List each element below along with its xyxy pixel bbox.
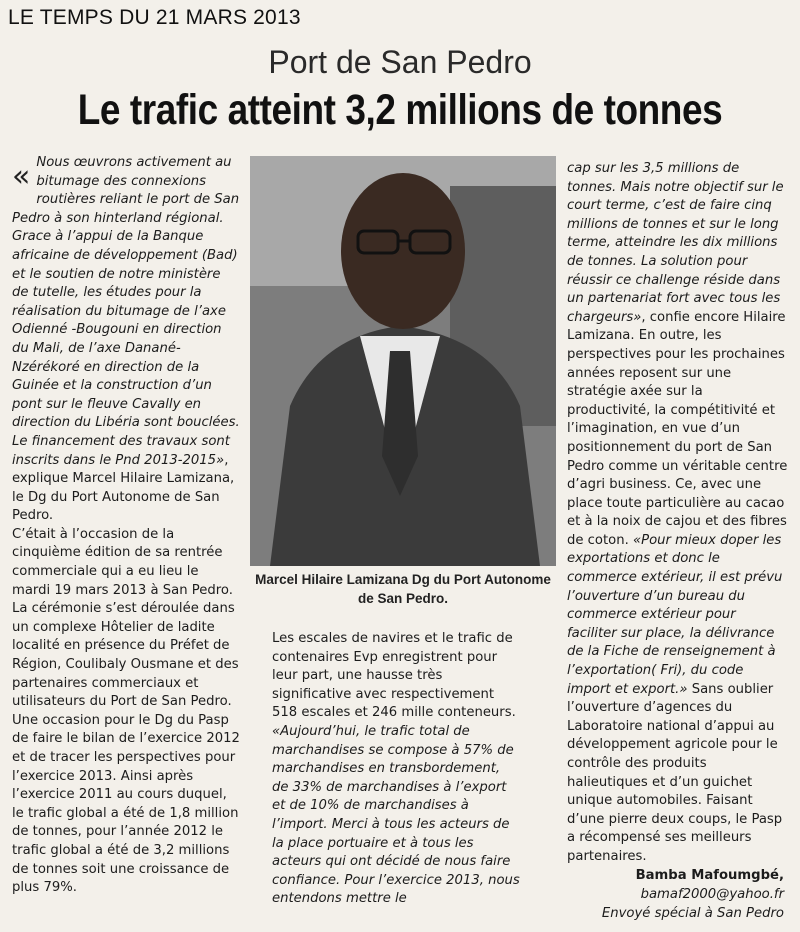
author-email: bamaf2000@yahoo.fr — [640, 887, 784, 902]
portrait-photo — [250, 156, 556, 566]
headline: Le trafic atteint 3,2 millions de tonnes — [77, 86, 723, 134]
kicker: Port de San Pedro — [268, 44, 532, 80]
article-column-2 — [272, 630, 520, 909]
quote-mark: « — [12, 159, 31, 194]
column-3-quote-2: «Pour mieux doper les exportations et donc le commerce extérieur, il est prévu l’ouverture d’un bureau du commerce extérieur pour faciliter sur place, la délivrance de la Fiche de renseignement à l’exportation( Fri), du code import et export.» — [567, 532, 783, 697]
intro-quote: Nous œuvrons activement au bitumage des connexions routières reliant le port de San Pedro à son hinterland régional. Grace à l’appui de la Banque africaine de développement (Bad) et le soutien de notre ministère de tutelle, les études pour la réalisation du bitumage de l’axe Odienné -Bougouni en direction du Mali, de l’axe Danané-Nzérékoré en direction de la Guinée et la construction d’un pont sur le fleuve Cavally en direction du Libéria sont bouclées. Le financement des travaux sont inscrits dans le Pnd 2013-2015» — [12, 155, 240, 468]
column-3-body-1: , confie encore Hilaire Lamizana. En outre, les perspectives pour les prochaines années reposent sur une stratégie axée sur la productivité, la compétitivité et l’imagination, en vue d’un positionnement du port de San Pedro comme un véritable centre d’agri business. Ce, avec une place toute particulière au cacao et à la noix de cajou et des fibres de coton. — [567, 309, 788, 548]
column-3-quote: cap sur les 3,5 millions de tonnes. Mais notre objectif sur le court terme, c’est de faire cinq millions de tonnes et sur le long terme, atteindre les dix millions de tonnes. La solution pour réussir ce challenge réside dans un partenariat fort avec tous les chargeurs» — [567, 161, 784, 325]
article-column-3 — [567, 160, 789, 867]
column-2-quote: «Aujourd’hui, le trafic total de marchandises se compose à 57% de marchandises en transbordement, de 33% de marchandises à l’export et de 10% de marchandises à l’import. Merci à tous les acteurs de la place portuaire et à tous les acteurs qui ont décidé de nous faire confiance. Pour l’exercice 2013, nous entendons mettre le — [272, 723, 520, 907]
column-2-body: Les escales de navires et le trafic de contenaires Evp enregistrent pour leur part, une hausse très significative avec respectivement 518 escales et 246 mille conteneurs. — [272, 631, 516, 721]
author-role: Envoyé spécial à San Pedro — [601, 906, 784, 921]
byline — [602, 866, 784, 923]
column-1-body: C’était à l’occasion de la cinquième édition de sa rentrée commerciale qui a eu lieu le mardi 19 mars 2013 à San Pedro. La cérémonie s’est déroulée dans un complexe Hôtelier de ladite localité en présence du Préfet de Région, Coulibaly Ousmane et des partenaires commerciaux et utilisateurs du Port de San Pedro. Une occasion pour le Dg du Pasp de faire le bilan de l’exercice 2012 et de tracer les perspectives pour l’exercice 2013. Ainsi après l’exercice 2011 au cours duquel, le trafic global a été de 1,8 million de tonnes, pour l’année 2012 le trafic global a été de 3,2 millions de tonnes soit une croissance de plus 79%. — [12, 526, 240, 896]
portrait-illustration — [250, 156, 556, 566]
masthead: LE TEMPS DU 21 MARS 2013 — [8, 6, 301, 29]
photo-caption: Marcel Hilaire Lamizana Dg du Port Autonome de San Pedro. — [255, 572, 551, 606]
article-column-1 — [12, 154, 240, 898]
column-3-body-2: Sans oublier l’ouverture d’agences du Laboratoire national d’appui au développement agricole pour le contrôle des produits halieutiques et d’un guichet unique automobiles. Faisant d’une pierre deux coups, le Pasp a récompensé ses meilleurs partenaires. — [567, 681, 783, 864]
author-name: Bamba Mafoumgbé, — [635, 868, 784, 883]
intro-attribution: , explique Marcel Hilaire Lamizana, le Dg du Port Autonome de San Pedro. — [12, 452, 235, 524]
